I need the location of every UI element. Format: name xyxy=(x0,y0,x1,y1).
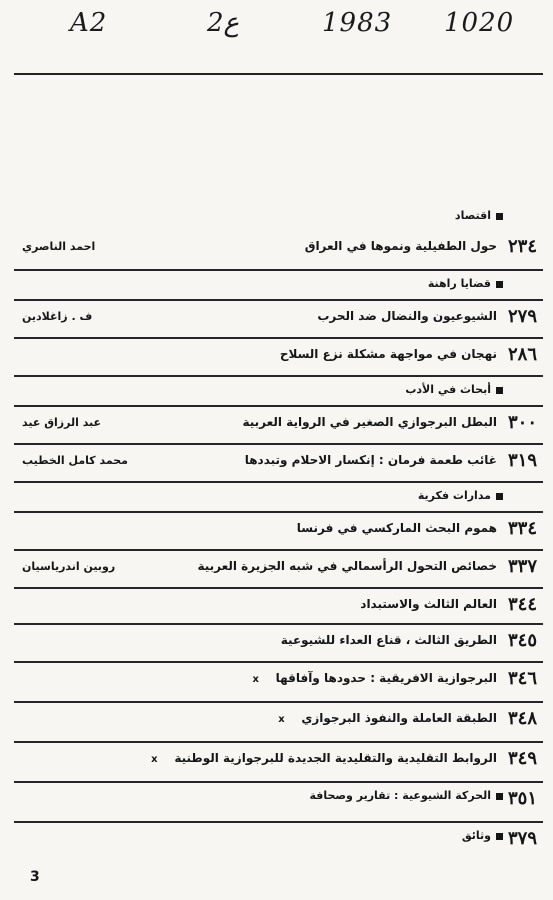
page-ref: ٣٤٤ xyxy=(507,594,537,615)
toc-row xyxy=(14,231,543,271)
page-ref: ٣٤٨ xyxy=(507,708,537,729)
section-title: أبحاث في الأدب xyxy=(405,383,503,396)
toc-row xyxy=(14,301,543,339)
article-title: هموم البحث الماركسي في فرنسا xyxy=(296,521,497,535)
toc-section xyxy=(14,203,543,231)
page-ref: ٣١٩ xyxy=(507,450,537,471)
article-title xyxy=(278,711,497,725)
toc-row xyxy=(14,783,543,823)
article-title: خصائص التحول الرأسمالي في شبه الجزيرة العربية xyxy=(197,559,497,573)
page-ref: ٣٤٥ xyxy=(507,630,537,651)
page-ref: ٣٥١ xyxy=(507,788,537,809)
toc-row xyxy=(14,663,543,703)
handwritten-x-mark: x xyxy=(278,714,286,725)
toc-row xyxy=(14,589,543,625)
article-author: عبد الرزاق عيد xyxy=(22,416,102,429)
handwritten-x-mark: x xyxy=(151,754,159,765)
handwritten-x-mark: x xyxy=(252,674,260,685)
section-title: الحركة الشيوعية : تقارير وصحافة xyxy=(310,789,504,802)
article-title: حول الطفيلية ونموها في العراق xyxy=(304,239,497,253)
page-ref: ٣٣٤ xyxy=(507,518,537,539)
section-title: وثائق xyxy=(462,829,503,842)
page-ref: ٣٤٦ xyxy=(507,668,537,689)
article-title: العالم الثالث والاستبداد xyxy=(360,597,497,611)
handwritten-ref: 1020 xyxy=(444,8,515,38)
page-ref: ٣٣٧ xyxy=(507,556,537,577)
article-title: الطريق الثالث ، قناع العداء للشيوعية xyxy=(280,633,497,647)
article-author: ف . زاغلادين xyxy=(22,310,93,323)
table-of-contents xyxy=(14,203,543,861)
article-title-text: الروابط التقليدية والتقليدية الجديدة للبرجوازية الوطنية xyxy=(174,751,497,765)
article-author: روبين اندرياسيان xyxy=(22,560,116,573)
toc-row xyxy=(14,703,543,743)
toc-row xyxy=(14,407,543,445)
page-ref: ٢٧٩ xyxy=(507,306,537,327)
article-title: نهجان في مواجهة مشكلة نزع السلاح xyxy=(279,347,497,361)
toc-section xyxy=(14,271,543,301)
toc-section xyxy=(14,483,543,513)
article-title: غائب طعمة فرمان : إنكسار الاحلام وتبددها xyxy=(244,453,497,467)
article-title: الشيوعيون والنضال ضد الحرب xyxy=(317,309,497,323)
toc-row xyxy=(14,513,543,551)
section-title: اقتصاد xyxy=(455,209,503,222)
page-ref: ٣٤٩ xyxy=(507,748,537,769)
page-ref: ٢٣٤ xyxy=(507,236,537,257)
article-author: محمد كامل الخطيب xyxy=(22,454,128,467)
handwritten-code-1: A2 xyxy=(70,8,108,38)
toc-row xyxy=(14,625,543,663)
page-ref: ٢٨٦ xyxy=(507,344,537,365)
section-title: قضايا راهنة xyxy=(428,277,503,290)
toc-row xyxy=(14,823,543,861)
article-title-text: البرجوازية الافريقية : حدودها وآفاقها xyxy=(275,671,497,685)
article-title xyxy=(151,751,497,765)
page-ref: ٣٠٠ xyxy=(507,412,537,433)
toc-row xyxy=(14,445,543,483)
toc-row xyxy=(14,551,543,589)
toc-row xyxy=(14,339,543,377)
article-author: احمد الناصري xyxy=(22,240,96,253)
section-title: مدارات فكرية xyxy=(418,489,503,502)
top-rule xyxy=(14,73,543,75)
toc-row xyxy=(14,743,543,783)
article-title: البطل البرجوازي الصغير في الرواية العربية xyxy=(242,415,497,429)
page-ref: ٣٧٩ xyxy=(507,828,537,849)
handwritten-year: 1983 xyxy=(322,8,393,38)
handwritten-code-2: 2ع xyxy=(207,8,240,38)
toc-section xyxy=(14,377,543,407)
article-title-text: الطبقة العاملة والنفوذ البرجوازي xyxy=(301,711,497,725)
article-title xyxy=(252,671,497,685)
page-number: 3 xyxy=(30,869,40,885)
